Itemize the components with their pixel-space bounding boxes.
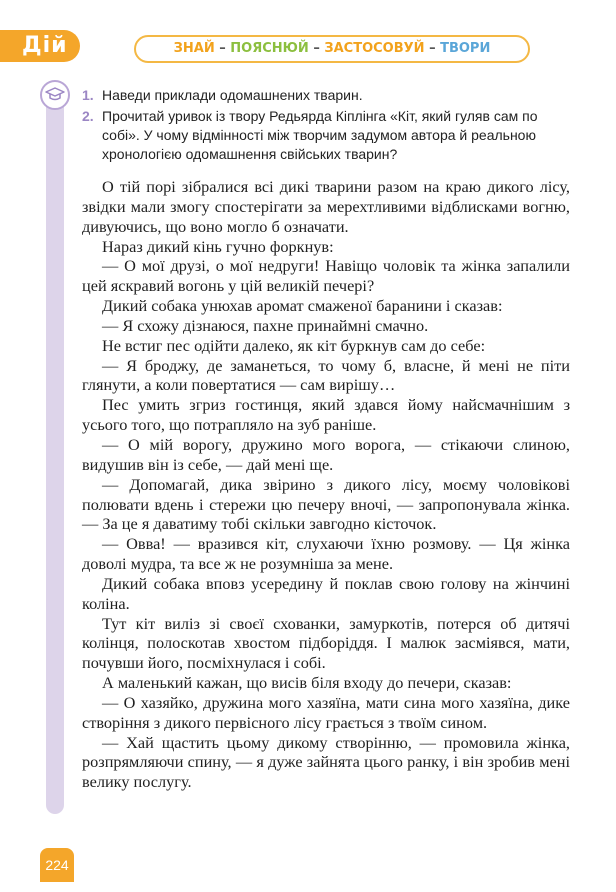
- story-paragraph: Дикий собака унюхав аромат смаженої баранини і сказав:: [102, 296, 503, 316]
- story-paragraph: — Я броджу, де заманеться, то чому б, власне, й мені не піти глянути, а коли повертатися — сам вирішу…: [82, 355, 570, 395]
- story-paragraph: Дикий собака вповз усередину й поклав свою голову на жінчині коліна.: [82, 573, 570, 613]
- story-paragraph: Пес умить згриз гостинця, який здався йому найсмачнішим з усього того, що потрапляло на зуб раніше.: [82, 395, 570, 435]
- story-paragraph: — О хазяйко, дружина мого хазяїна, мати сина мого хазяїна, дике створіння з дикого первісного лісу грається з твоїм сином.: [82, 692, 570, 732]
- section-tab: [0, 30, 80, 62]
- story-paragraph: — Хай щастить цьому дикому створінню, — промовила жінка, розпрямляючи спину, — я дуже зайнята цього ранку, і він зробив мені велику послугу.: [82, 732, 570, 792]
- story-paragraph: А маленький кажан, що висів біля входу до печери, сказав:: [102, 673, 512, 693]
- banner-word-create: ТВОРИ: [440, 41, 491, 56]
- task-item: [82, 86, 572, 105]
- banner-separator: –: [313, 41, 320, 56]
- banner-separator: –: [429, 41, 436, 56]
- story-paragraph: О тій порі зібралися всі дикі тварини разом на краю дикого лісу, звідки мали змогу спостерігати за мерехтливими відблисками вогню, дивуючись, що воно могло б означати.: [82, 177, 570, 236]
- story-paragraph: — О мої друзі, о мої недруги! Навіщо чоловік та жінка запалили цей яскравий вогонь у цій великій печері?: [82, 256, 570, 296]
- task-list: [82, 86, 572, 166]
- story-paragraph: Нараз дикий кінь гучно форкнув:: [102, 236, 334, 256]
- banner-separator: –: [219, 41, 226, 56]
- story-paragraph: — Овва! — вразився кіт, слухаючи їхню розмову. — Ця жінка доволі мудра, та все ж не розумніша за мене.: [82, 534, 570, 574]
- story-paragraph: Тут кіт виліз зі своєї схованки, замуркотів, потерся об дитячі колінця, полоскотав хвостом підборіддя. І малюк засміявся, мати, почувши його, посміхнулася і собі.: [82, 613, 570, 673]
- skills-banner: [134, 35, 530, 63]
- task-number: 2.: [82, 108, 94, 124]
- story-paragraph: Не встиг пес одійти далеко, як кіт буркнув сам до себе:: [102, 335, 486, 355]
- section-label: Дій: [22, 33, 68, 58]
- page-number: 224: [40, 848, 74, 882]
- story-paragraph: — О мій ворогу, дружино мого ворога, — стікаючи слиною, видушив він із себе, — дай мені ще.: [82, 434, 570, 474]
- task-text: Прочитай уривок із твору Редьярда Кіплінга «Кіт, який гуляв сам по собі». У чому відмінності між творчим задумом автора й реальною хронологією одомашнення свійських тварин?: [102, 108, 538, 162]
- story-paragraph: — Я схожу дізнаюся, пахне принаймні смачно.: [102, 315, 429, 335]
- graduation-cap-icon: [40, 80, 70, 110]
- task-item: [82, 107, 572, 164]
- task-number: 1.: [82, 87, 94, 103]
- task-text: Наведи приклади одомашнених тварин.: [102, 87, 363, 103]
- banner-word-know: ЗНАЙ: [173, 41, 215, 56]
- side-margin-bar: [46, 82, 64, 814]
- story-paragraph: — Допомагай, дика звірино з дикого лісу, моєму чоловікові полювати вдень і стережи цю печеру вночі, — запропонувала жінка. — За це я даватиму тобі скільки завгодно кісточок.: [82, 474, 570, 534]
- banner-word-explain: ПОЯСНЮЙ: [230, 41, 309, 56]
- story-excerpt: [82, 177, 570, 792]
- banner-word-apply: ЗАСТОСОВУЙ: [324, 41, 425, 56]
